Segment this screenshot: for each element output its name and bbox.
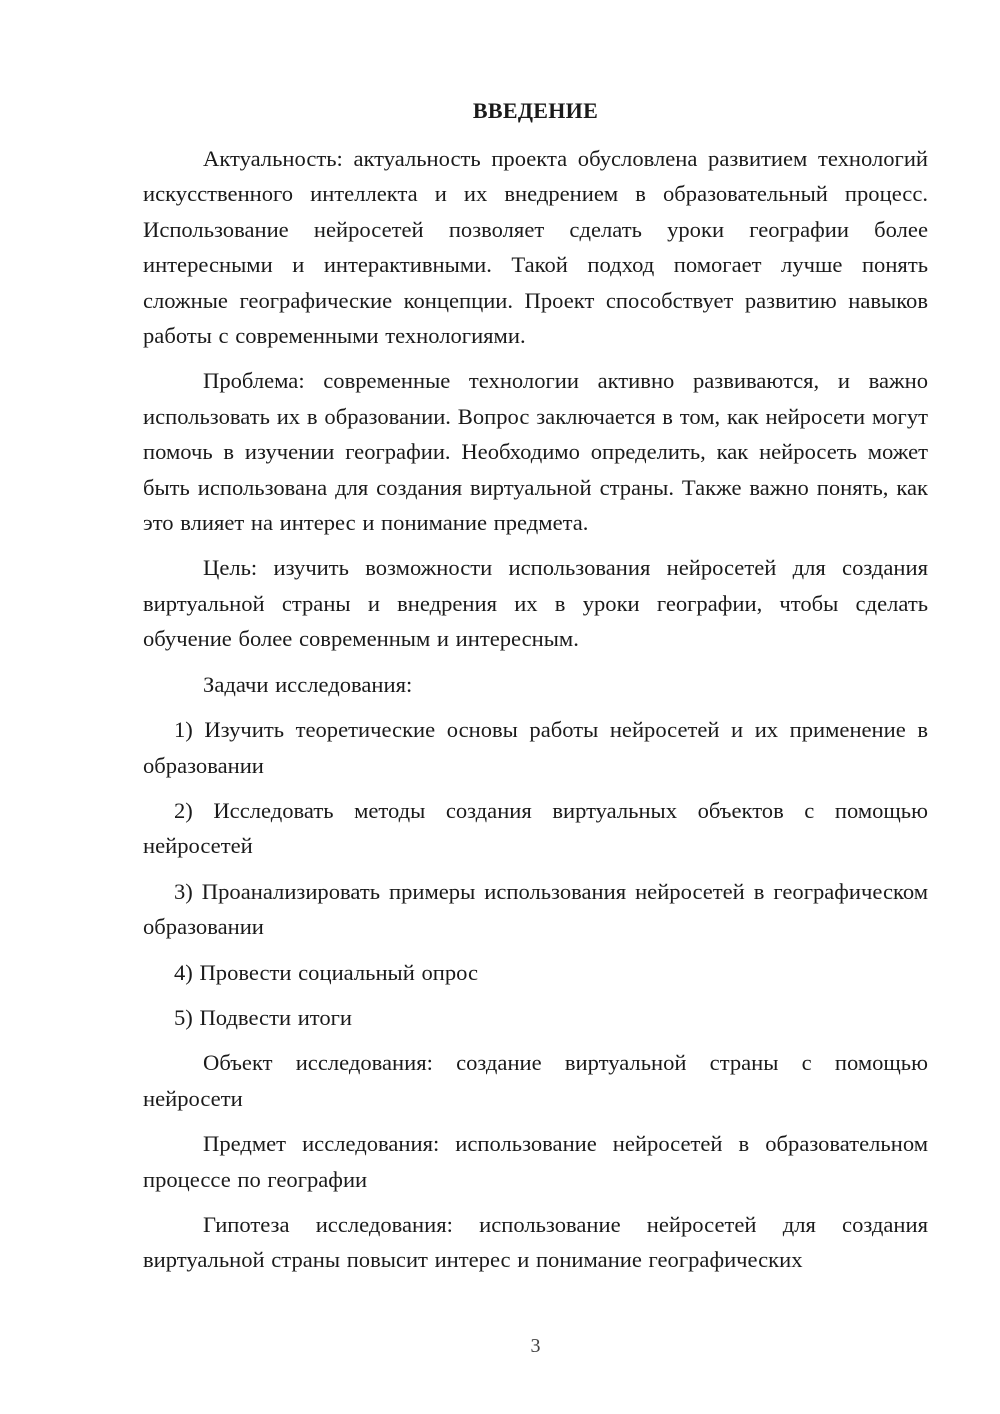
task-item-5: 5) Подвести итоги [174,1004,353,1030]
paragraph-hypothesis: Гипотеза исследования: использование нейросетей для создания виртуальной страны повысит интерес и понимание географических [143,1211,928,1273]
document-page [143,0,928,1414]
paragraph-tasks-intro: Задачи исследования: [203,671,413,697]
page-number: 3 [530,1335,541,1357]
paragraph-object: Объект исследования: создание виртуальной страны с помощью нейросети [143,1050,928,1111]
paragraph-problem: Проблема: современные технологии активно развиваются, и важно использовать их в образовании. Вопрос заключается в том, как нейросети могут помочь в изучении географии. Необходимо определить, как нейросеть может быть использована для создания виртуальной страны. Также важно понять, как это влияет на интерес и понимание предмета. [143,368,928,536]
paragraph-goal: Цель: изучить возможности использования нейросетей для создания виртуальной страны и внедрения их в уроки географии, чтобы сделать обучение более современным и интересным. [143,555,928,652]
task-item-4: 4) Провести социальный опрос [174,959,479,985]
task-item-1: 1) Изучить теоретические основы работы нейросетей и их применение в образовании [143,717,928,778]
paragraph-subject: Предмет исследования: использование нейросетей в образовательном процессе по географии [143,1131,928,1192]
paragraph-relevance: Актуальность: актуальность проекта обусловлена развитием технологий искусственного интеллекта и их внедрением в образовательный процесс. Использование нейросетей позволяет сделать уроки географии более интересными и интерактивными. Такой подход помогает лучше понять сложные географические концепции. Проект способствует развитию навыков работы с современными технологиями. [143,146,928,349]
task-item-2: 2) Исследовать методы создания виртуальных объектов с помощью нейросетей [143,797,928,859]
section-heading: ВВЕДЕНИЕ [472,98,599,123]
task-item-3: 3) Проанализировать примеры использования нейросетей в географическом образовании [143,878,928,940]
document-body [143,141,928,1278]
